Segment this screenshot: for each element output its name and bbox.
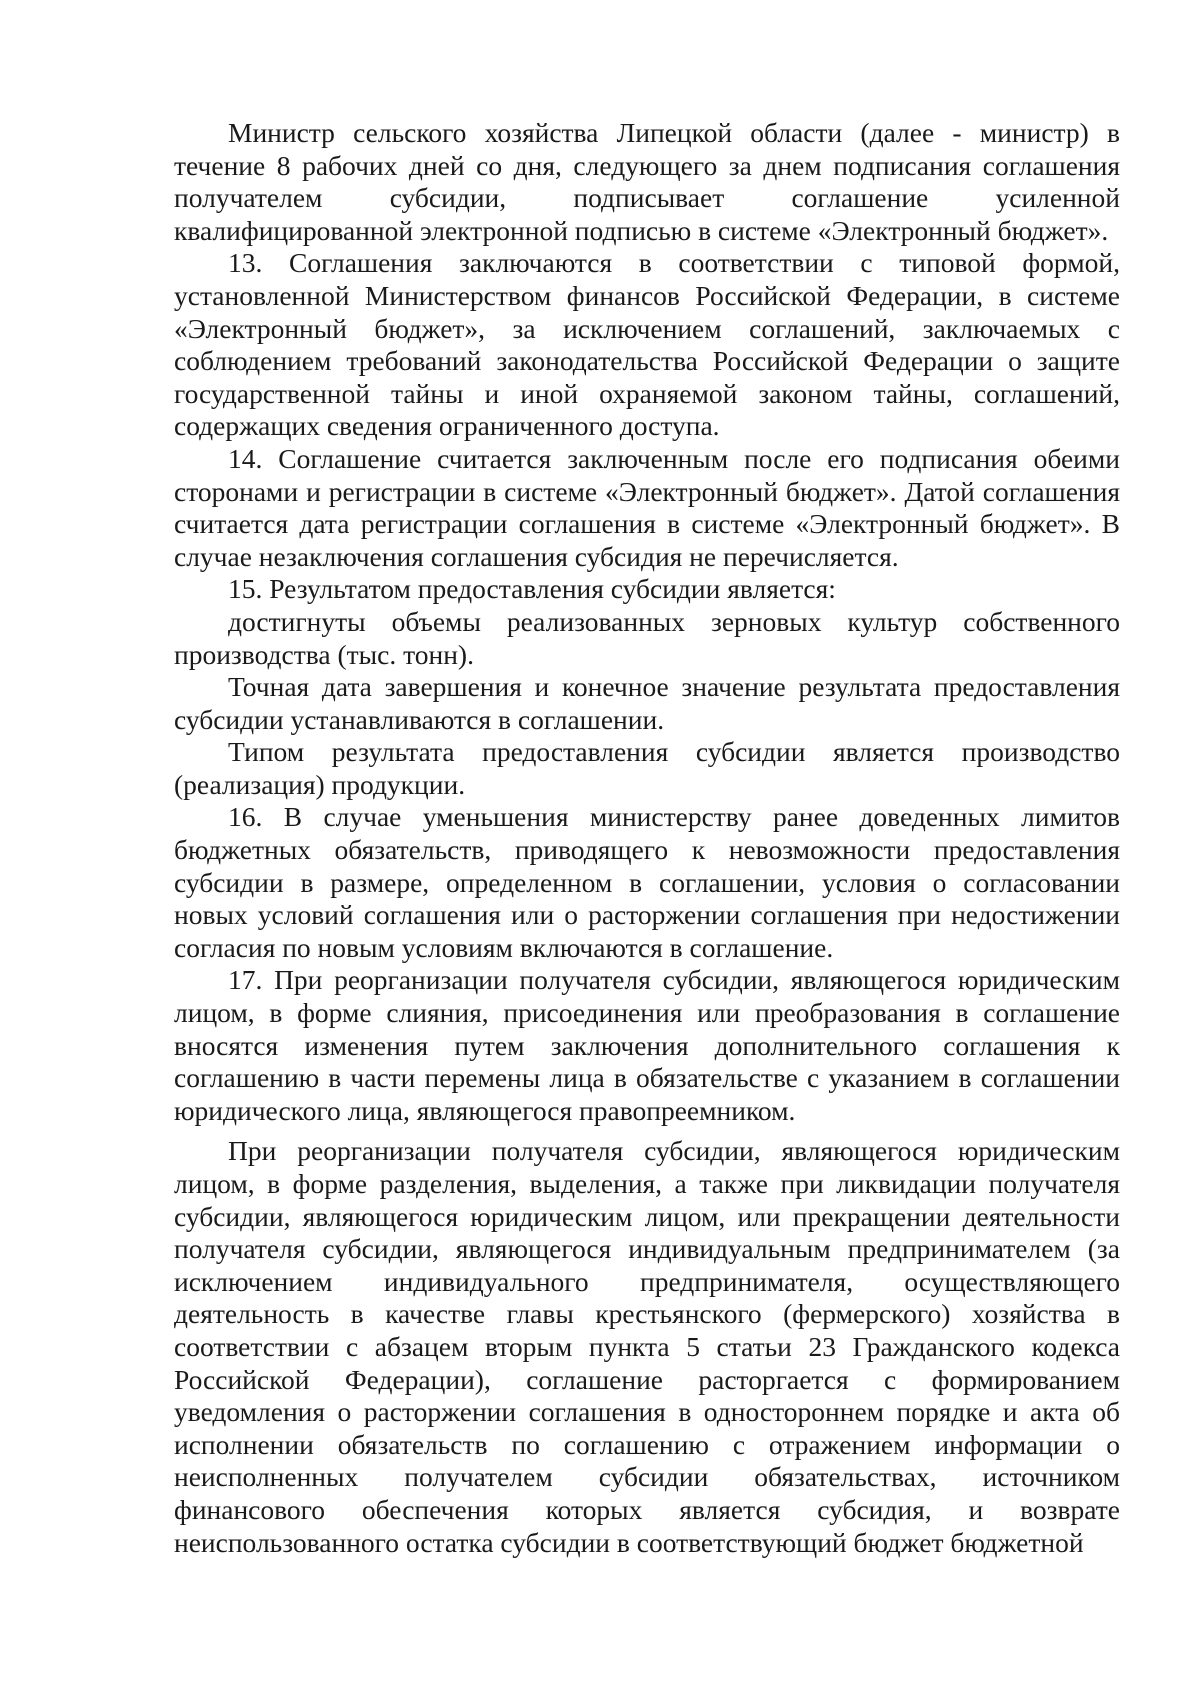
paragraph-15-subsidy-result: 15. Результатом предоставления субсидии является:: [228, 573, 836, 605]
paragraph-result-type: Типом результата предоставления субсидии является производство (реализация) продукции.: [174, 736, 1120, 800]
paragraph-16-limit-reduction: 16. В случае уменьшения министерству ранее доведенных лимитов бюджетных обязательств, приводящего к невозможности предоставления субсидии в размере, определенном в соглашении, условия о согласовании новых условий соглашения или о расторжении соглашения при недостижении согласия по новым условиям включаются в соглашение.: [174, 801, 1120, 963]
paragraph-14-agreement-concluded: 14. Соглашение считается заключенным после его подписания обеими сторонами и регистрации в системе «Электронный бюджет». Датой соглашения считается дата регистрации соглашения в системе «Электронный бюджет». В случае незаключения соглашения субсидия не перечисляется.: [174, 442, 1120, 572]
paragraph-minister-signing: Министр сельского хозяйства Липецкой области (далее - министр) в течение 8 рабочих дней со дня, следующего за днем подписания соглашения получателем субсидии, подписывает соглашение усиленной квалифицированной электронной подписью в системе «Электронный бюджет».: [174, 117, 1120, 246]
paragraph-grain-volumes: достигнуты объемы реализованных зерновых культур собственного производства (тыс. тонн).: [174, 605, 1120, 670]
paragraph-reorganization-division: При реорганизации получателя субсидии, являющегося юридическим лицом, в форме разделения, выделения, а также при ликвидации получателя субсидии, являющегося юридическим лицом, или прекращении деятельности получателя субсидии, являющегося индивидуальным предпринимателем (за исключением индивидуального предпринимателя, осуществляющего деятельность в качестве главы крестьянского (фермерского) хозяйства в соответствии с абзацем вторым пункта 5 статьи 23 Гражданского кодекса Российской Федерации), соглашение расторгается с формированием уведомления о расторжении соглашения в одностороннем порядке и акта об исполнении обязательств по соглашению с отражением информации о неисполненных получателем субсидии обязательствах, источником финансового обеспечения которых является субсидия, и возврате неиспользованного остатка субсидии в соответствующий бюджет бюджетной: [174, 1135, 1120, 1558]
document-page: [174, 117, 1120, 1559]
paragraph-completion-date: Точная дата завершения и конечное значение результата предоставления субсидии устанавливаются в соглашении.: [174, 671, 1120, 735]
paragraph-17-reorganization-merger: 17. При реорганизации получателя субсидии, являющегося юридическим лицом, в форме слияния, присоединения или преобразования в соглашение вносятся изменения путем заключения дополнительного соглашения к соглашению в части перемены лица в обязательстве с указанием в соглашении юридического лица, являющегося правопреемником.: [174, 964, 1120, 1126]
paragraph-13-agreement-form: 13. Соглашения заключаются в соответствии с типовой формой, установленной Министерством финансов Российской Федерации, в системе «Электронный бюджет», за исключением соглашений, заключаемых с соблюдением требований законодательства Российской Федерации о защите государственной тайны и иной охраняемой законом тайны, соглашений, содержащих сведения ограниченного доступа.: [174, 247, 1120, 442]
